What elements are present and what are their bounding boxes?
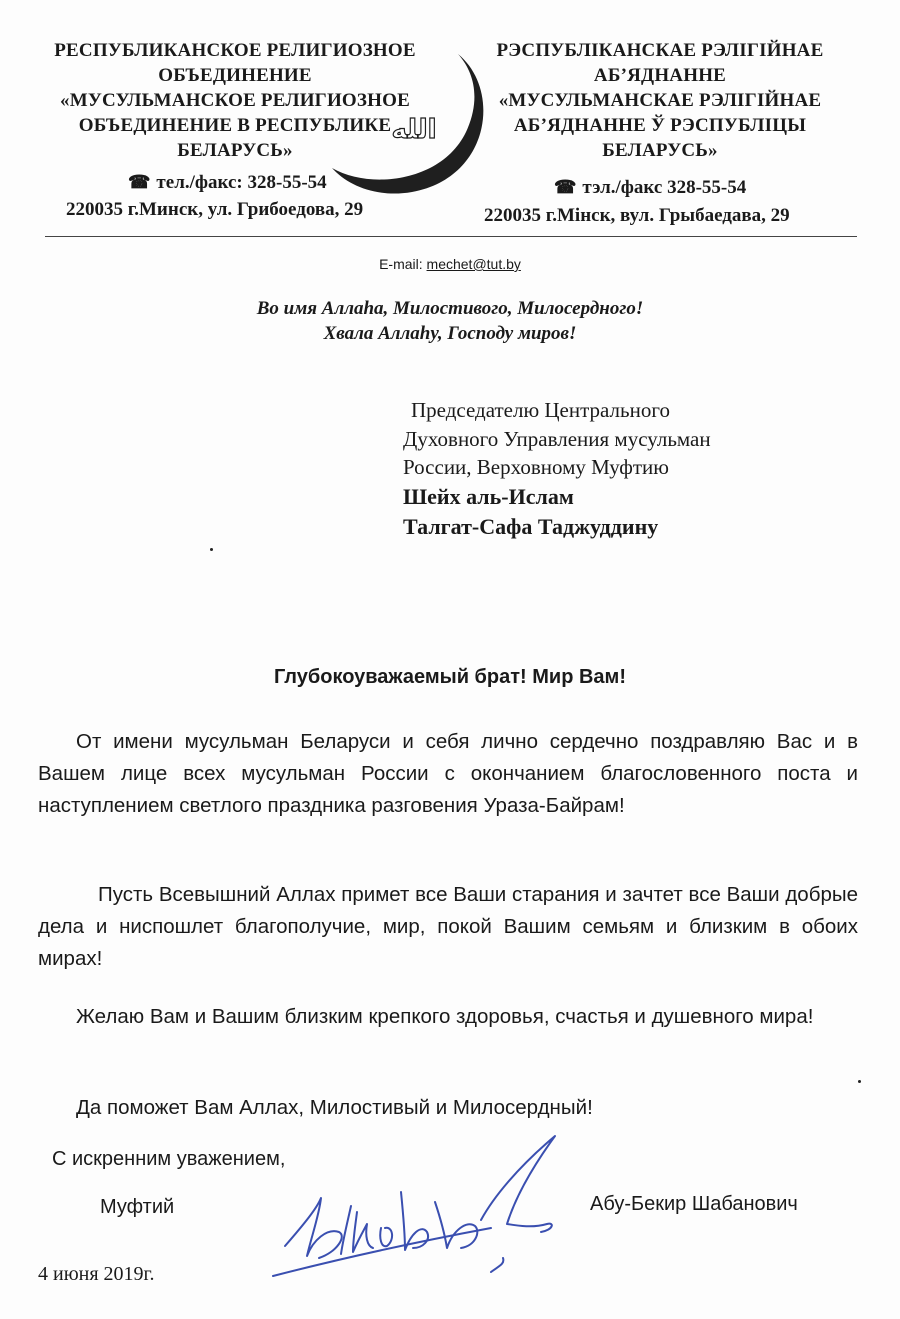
header-divider (45, 236, 857, 237)
body-paragraph: Да поможет Вам Аллах, Милостивый и Милосердный! (76, 1096, 593, 1119)
org-name-line: БЕЛАРУСЬ» (602, 140, 718, 161)
org-name-line: «МУСУЛЬМАНСКОЕ РЕЛИГИОЗНОЕ (60, 90, 410, 111)
address-left: 220035 г.Минск, ул. Грибоедова, 29 (66, 199, 364, 220)
org-name-line: БЕЛАРУСЬ» (177, 140, 293, 161)
addressee-line: России, Верховному Муфтию (403, 455, 669, 479)
phone-fax-left (128, 172, 327, 194)
phone-fax-right (554, 177, 746, 199)
org-name-line: РЕСПУБЛИКАНСКОЕ РЕЛИГИОЗНОЕ (54, 40, 416, 61)
email-label: E-mail: (379, 256, 427, 272)
phone-text: тэл./факс 328-55-54 (582, 177, 747, 198)
bismillah-line-1: Во имя Аллаhа, Милостивого, Милосердного! (256, 298, 644, 319)
addressee-line: Духовного Управления мусульман (403, 426, 711, 451)
body-paragraph: От имени мусульман Беларуси и себя лично сердечно поздравляю Вас и в Вашем лице всех мусульман России с окончанием благословенного поста и наступлением светлого праздника разговения Ураза-Байрам! (38, 730, 858, 817)
handwritten-signature (255, 1128, 585, 1298)
closing-regards: С искренним уважением, (52, 1148, 286, 1170)
addressee-name: Талгат-Сафа Таджуддину (403, 513, 659, 539)
speck (210, 548, 213, 551)
addressee-title: Шейх аль-Ислам (403, 483, 574, 509)
body-paragraph: Желаю Вам и Вашим близким крепкого здоровья, счастья и душевного мира! (76, 1005, 814, 1028)
greeting: Глубокоуважаемый брат! Мир Вам! (273, 666, 627, 688)
letter-date: 4 июня 2019г. (38, 1263, 155, 1285)
logo-calligraphy: الله (391, 115, 437, 145)
org-name-line: АБ’ЯДНАННЕ Ў РЭСПУБЛІЦЫ (513, 115, 807, 136)
org-name-line: ОБЪЕДИНЕНИЕ В РЕСПУБЛИКЕ (78, 115, 392, 136)
org-name-line: «МУСУЛЬМАНСКАЕ РЭЛІГІЙНАЕ (498, 90, 822, 111)
bismillah-line-2: Хвала Аллаhу, Господу миров! (323, 323, 577, 344)
email-line (0, 256, 900, 272)
phone-text: тел./факс: 328-55-54 (156, 172, 327, 193)
telephone-icon: ☎ (128, 172, 151, 192)
org-name-line: ОБЪЕДИНЕНИЕ (158, 65, 312, 86)
signatory-title: Муфтий (100, 1196, 175, 1218)
addressee-block (403, 396, 711, 542)
signatory-name: Абу-Бекир Шабанович (590, 1193, 798, 1215)
address-right: 220035 г.Мінск, вул. Грыбаедава, 29 (484, 205, 790, 226)
email-link[interactable]: mechet@tut.by (426, 256, 521, 272)
letterhead-right (470, 38, 850, 163)
org-name-line: РЭСПУБЛІКАНСКАЕ РЭЛІГІЙНАЕ (496, 40, 824, 61)
body-paragraph: Пусть Всевышний Аллах примет все Ваши старания и зачтет все Ваши добрые дела и ниспошлет благополучие, мир, покой Вашим семьям и близким в обоих мирах! (38, 883, 858, 970)
addressee-line: Председателю Центрального (411, 398, 670, 422)
telephone-icon: ☎ (554, 177, 577, 197)
org-name-line: АБ’ЯДНАННЕ (593, 65, 727, 86)
crescent-allah-logo (330, 50, 510, 200)
speck (858, 1080, 861, 1083)
